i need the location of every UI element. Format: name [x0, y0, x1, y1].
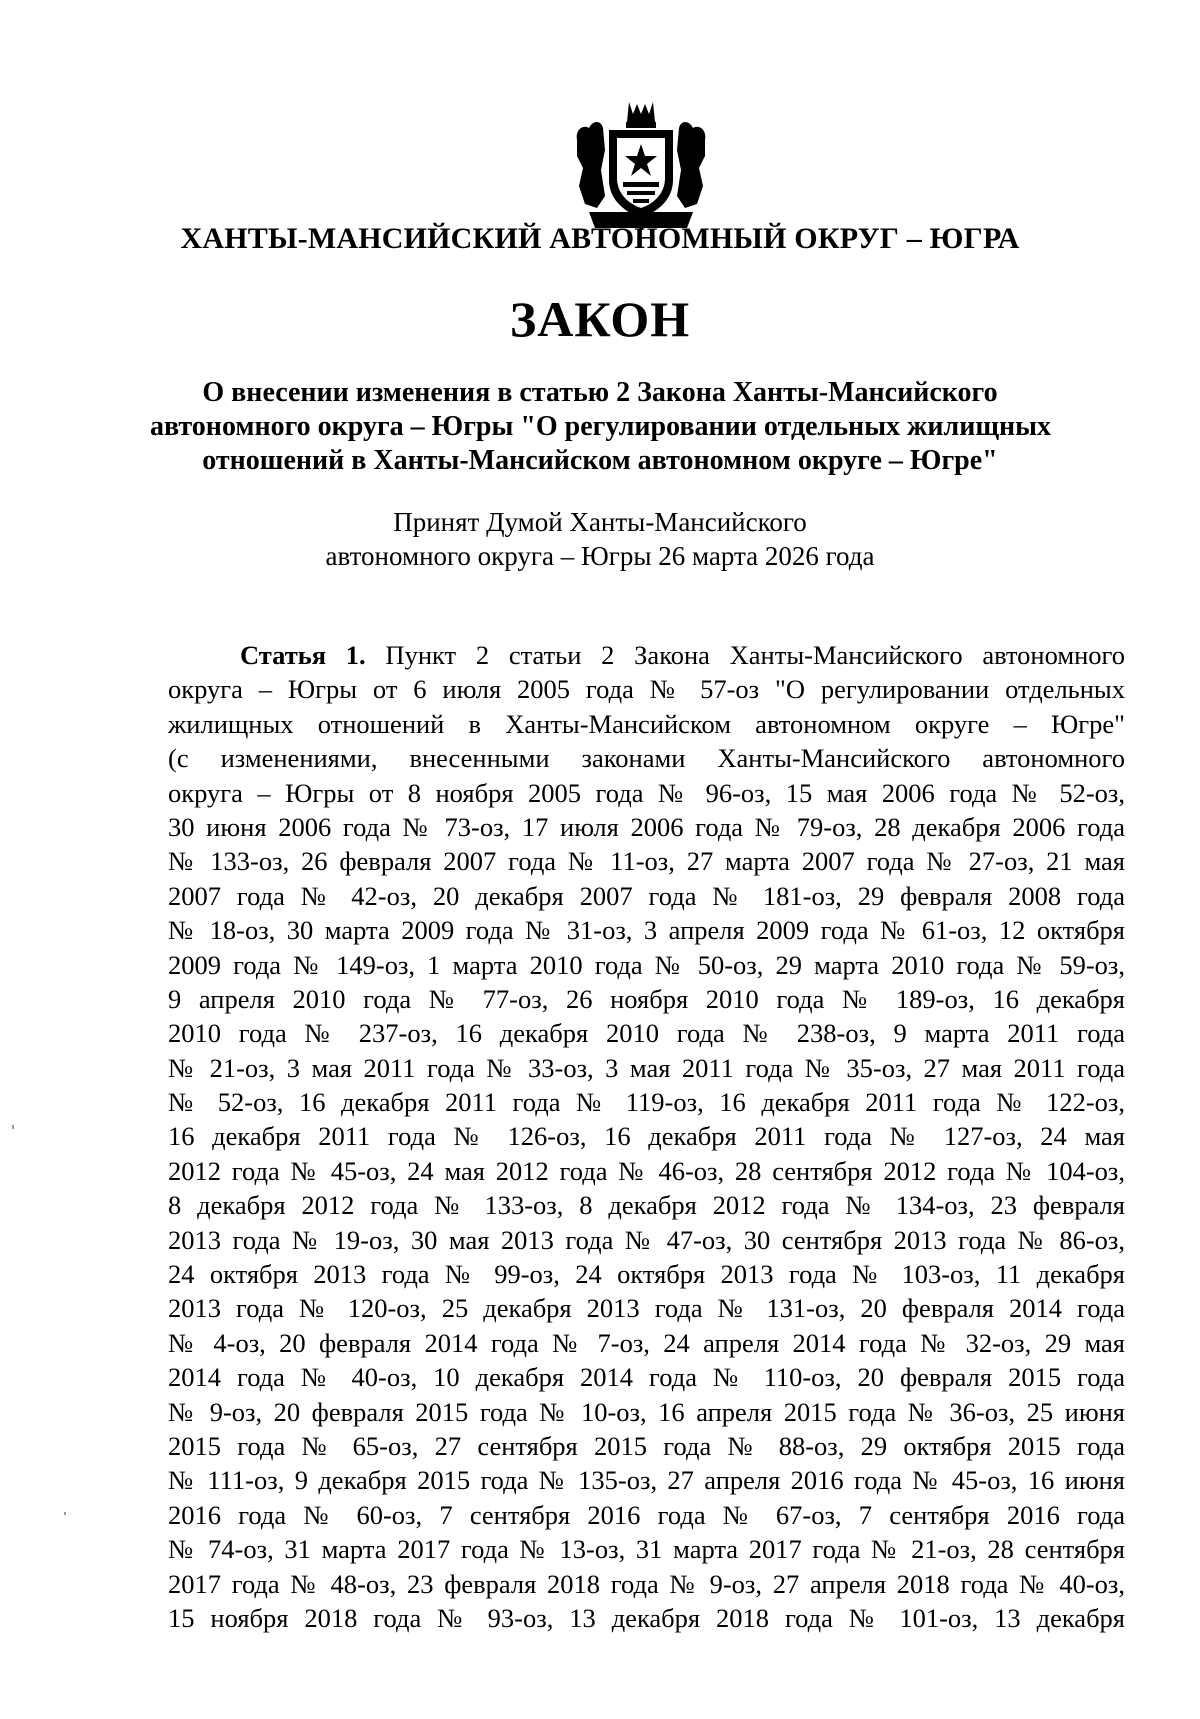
article-1-line: № 74-оз, 31 марта 2017 года № 13-оз, 31 марта 2017 года № 21-оз, 28 сентября — [168, 1534, 1125, 1565]
article-1-line: 9 апреля 2010 года № 77-оз, 26 ноября 2010 года № 189-оз, 16 декабря — [168, 983, 1125, 1014]
scan-margin-mark — [64, 1512, 66, 1515]
article-1-line: 2012 года № 45-оз, 24 мая 2012 года № 46-оз, 28 сентября 2012 года № 104-оз, — [168, 1155, 1125, 1186]
article-1-line: № 18-оз, 30 марта 2009 года № 31-оз, 3 апреля 2009 года № 61-оз, 12 октября — [168, 915, 1125, 946]
article-1-line: № 133-оз, 26 февраля 2007 года № 11-оз, 27 марта 2007 года № 27-оз, 21 мая — [168, 846, 1125, 877]
article-1-first-line — [168, 638, 1125, 672]
article-1-line: № 4-оз, 20 февраля 2014 года № 7-оз, 24 апреля 2014 года № 32-оз, 29 мая — [168, 1327, 1125, 1358]
article-1-line: 2014 года № 40-оз, 10 декабря 2014 года № 110-оз, 20 февраля 2015 года — [168, 1362, 1125, 1393]
article-1-line: № 21-оз, 3 мая 2011 года № 33-оз, 3 мая 2011 года № 35-оз, 27 мая 2011 года — [168, 1052, 1125, 1083]
article-1-line: 30 июня 2006 года № 73-оз, 17 июля 2006 года № 79-оз, 28 декабря 2006 года — [168, 811, 1125, 842]
coat-of-arms-icon — [571, 100, 711, 232]
article-1-line: 15 ноября 2018 года № 93-оз, 13 декабря 2018 года № 101-оз, 13 декабря — [168, 1602, 1125, 1633]
adoption-note-line: Принят Думой Ханты-Мансийского — [393, 507, 807, 537]
article-1-first-line-text: Пункт 2 статьи 2 Закона Ханты-Мансийского автономного — [365, 640, 1126, 670]
adoption-note-line: автономного округа – Югры 26 марта 2026 года — [325, 541, 875, 571]
article-1-line: 2016 года № 60-оз, 7 сентября 2016 года № 67-оз, 7 сентября 2016 года — [168, 1499, 1125, 1530]
article-1 — [168, 638, 1125, 1635]
article-1-line: 2010 года № 237-оз, 16 декабря 2010 года № 238-оз, 9 марта 2011 года — [168, 1018, 1125, 1049]
article-1-line: жилищных отношений в Ханты-Мансийском автономном округе – Югре" — [168, 708, 1125, 739]
article-1-line: № 52-оз, 16 декабря 2011 года № 119-оз, 16 декабря 2011 года № 122-оз, — [168, 1087, 1125, 1118]
article-1-line: № 111-оз, 9 декабря 2015 года № 135-оз, 27 апреля 2016 года № 45-оз, 16 июня — [168, 1465, 1125, 1496]
article-1-line: 2015 года № 65-оз, 27 сентября 2015 года № 88-оз, 29 октября 2015 года — [168, 1430, 1125, 1461]
region-name: ХАНТЫ-МАНСИЙСКИЙ АВТОНОМНЫЙ ОКРУГ – ЮГРА — [180, 222, 1020, 255]
article-1-line: № 9-оз, 20 февраля 2015 года № 10-оз, 16 апреля 2015 года № 36-оз, 25 июня — [168, 1396, 1125, 1427]
law-title-line: отношений в Ханты-Мансийском автономном округе – Югре" — [202, 445, 998, 476]
document-type: ЗАКОН — [509, 291, 691, 347]
article-1-line: 2017 года № 48-оз, 23 февраля 2018 года № 9-оз, 27 апреля 2018 года № 40-оз, — [168, 1568, 1125, 1599]
law-title-line: автономного округа – Югры "О регулировании отдельных жилищных — [150, 411, 1051, 442]
scan-margin-mark — [12, 1125, 14, 1129]
article-1-line: 16 декабря 2011 года № 126-оз, 16 декабря 2011 года № 127-оз, 24 мая — [168, 1121, 1125, 1152]
article-1-line: 2007 года № 42-оз, 20 декабря 2007 года № 181-оз, 29 февраля 2008 года — [168, 880, 1125, 911]
article-1-line: 8 декабря 2012 года № 133-оз, 8 декабря 2012 года № 134-оз, 23 февраля — [168, 1190, 1125, 1221]
law-title-line: О внесении изменения в статью 2 Закона Ханты-Мансийского — [202, 377, 998, 408]
article-1-line: 24 октября 2013 года № 99-оз, 24 октября 2013 года № 103-оз, 11 декабря — [168, 1259, 1125, 1290]
article-1-line: (с изменениями, внесенными законами Ханты-Мансийского автономного — [168, 743, 1125, 774]
article-1-line: округа – Югры от 8 ноября 2005 года № 96-оз, 15 мая 2006 года № 52-оз, — [168, 777, 1125, 808]
article-1-line: 2013 года № 19-оз, 30 мая 2013 года № 47-оз, 30 сентября 2013 года № 86-оз, — [168, 1224, 1125, 1255]
article-1-line: округа – Югры от 6 июля 2005 года № 57-оз "О регулировании отдельных — [168, 674, 1125, 705]
article-1-line: 2009 года № 149-оз, 1 марта 2010 года № 50-оз, 29 марта 2010 года № 59-оз, — [168, 949, 1125, 980]
article-1-line: 2013 года № 120-оз, 25 декабря 2013 года № 131-оз, 20 февраля 2014 года — [168, 1293, 1125, 1324]
law-title — [150, 376, 1050, 478]
adoption-note — [0, 505, 1200, 573]
article-label: Статья 1. — [240, 640, 366, 670]
